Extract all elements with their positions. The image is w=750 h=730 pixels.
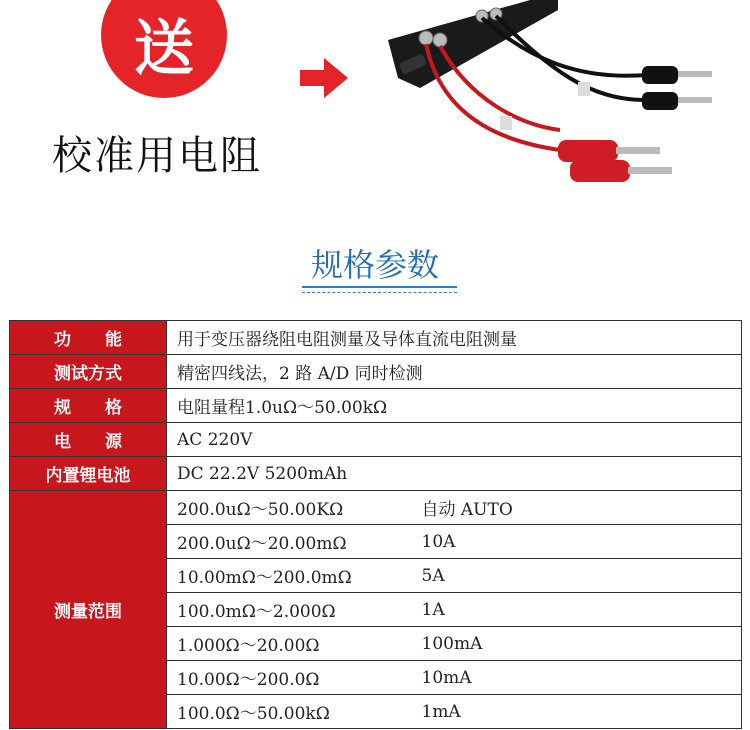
spec-label: 功 能 (10, 321, 167, 355)
range-current: 10A (422, 525, 742, 559)
range-value: 100.0mΩ～2.000Ω (167, 593, 422, 627)
gift-caption: 校准用电阻 (52, 133, 262, 179)
range-row (10, 491, 742, 525)
range-value: 1.000Ω～20.00Ω (167, 627, 422, 661)
range-value: 10.00mΩ～200.0mΩ (167, 559, 422, 593)
title-underline-dashed (302, 292, 457, 293)
range-current: 自动 AUTO (422, 491, 742, 525)
range-value: 100.0Ω～50.00kΩ (167, 695, 422, 729)
range-current: 5A (422, 559, 742, 593)
range-current: 1A (422, 593, 742, 627)
spec-row-specification (10, 389, 742, 423)
spec-value: DC 22.2V 5200mAh (167, 457, 742, 491)
spec-row-function (10, 321, 742, 355)
range-current: 1mA (422, 695, 742, 729)
spec-row-test-method (10, 355, 742, 389)
spec-value: AC 220V (167, 423, 742, 457)
spec-label: 内置锂电池 (10, 457, 167, 491)
title-underline (302, 286, 457, 288)
spec-value: 精密四线法，2 路 A/D 同时检测 (167, 355, 742, 389)
spec-label: 电 源 (10, 423, 167, 457)
spec-table (9, 320, 742, 729)
spec-label: 规 格 (10, 389, 167, 423)
spec-label: 测试方式 (10, 355, 167, 389)
range-label: 测量范围 (10, 491, 167, 729)
spec-row-power (10, 423, 742, 457)
range-current: 10mA (422, 661, 742, 695)
gift-badge-text: 送 (134, 14, 194, 84)
range-current: 100mA (422, 627, 742, 661)
spec-value: 用于变压器绕阻电阻测量及导体直流电阻测量 (167, 321, 742, 355)
section-title: 规格参数 (310, 246, 439, 284)
gift-badge (101, 0, 227, 98)
range-value: 200.0uΩ～50.00KΩ (167, 491, 422, 525)
calibration-resistor-image (380, 0, 740, 200)
range-value: 200.0uΩ～20.00mΩ (167, 525, 422, 559)
range-value: 10.00Ω～200.0Ω (167, 661, 422, 695)
spec-value: 电阻量程1.0uΩ～50.00kΩ (167, 389, 742, 423)
arrow-right-icon (300, 58, 348, 98)
spec-row-battery (10, 457, 742, 491)
